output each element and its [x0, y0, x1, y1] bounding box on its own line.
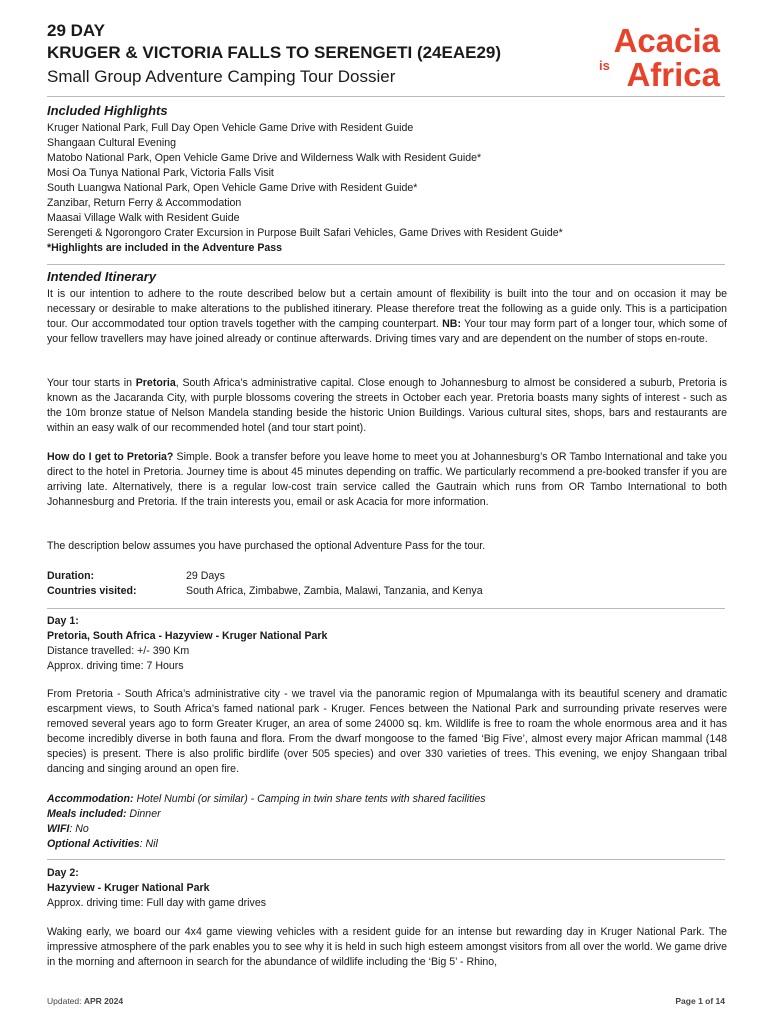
highlight-item: Zanzibar, Return Ferry & Accommodation — [47, 197, 242, 209]
tour-name-title: KRUGER & VICTORIA FALLS TO SERENGETI (24EAE29) — [47, 43, 502, 62]
tour-duration-title: 29 DAY — [47, 21, 105, 40]
updated-label: Updated: — [47, 996, 84, 1006]
day1-details — [47, 792, 727, 852]
highlight-item: Matobo National Park, Open Vehicle Game Drive and Wilderness Walk with Resident Guide* — [47, 152, 482, 164]
updated-date: APR 2024 — [83, 996, 124, 1006]
day2-description: Waking early, we board our 4x4 game viewing vehicles with a resident guide for an intense but rewarding day in Kruger National Park. The impressive atmosphere of the park enables you to see why it is held in such high esteem amongst visitors from all over the world. We game drive in the morning and afternoon in search for the abundance of wildlife including the ‘Big 5’ - Rhino, — [47, 926, 727, 968]
day2-header — [47, 866, 727, 911]
start-city: Pretoria — [135, 377, 176, 389]
meals-value: Dinner — [126, 808, 161, 820]
day2-driving-time: Approx. driving time: Full day with game drives — [47, 897, 267, 909]
wifi-value: : No — [69, 823, 89, 835]
document-subtitle: Small Group Adventure Camping Tour Dossier — [47, 67, 396, 86]
how-to-get-question: How do I get to Pretoria? — [47, 451, 174, 463]
footer-updated — [47, 994, 123, 1009]
intro-text: It is our intention to adhere to the route described below but a certain amount of flexibility is built into the tour and on occasion it may be necessary or desirable to make alterations to the published itinerary. Please therefore treat the following as a guide only. This is a participation tour. Our accommodated tour option travels together with the camping counterpart. — [47, 288, 727, 330]
tour-facts — [47, 569, 727, 599]
how-to-get-paragraph — [47, 450, 727, 510]
countries-value: South Africa, Zimbabwe, Zambia, Malawi, Tanzania, and Kenya — [186, 585, 483, 597]
optional-activities-label: Optional Activities — [47, 838, 140, 850]
intro-text-2: Your tour may form part of a longer tour, which some of your fellow travellers may have joined already or continue afterwards. Driving times vary and are dependent on the number of stops en-route. — [47, 318, 727, 345]
day1-header — [47, 614, 727, 674]
itinerary-heading: Intended Itinerary — [47, 269, 157, 284]
wifi-label: WIFI — [47, 823, 70, 835]
countries-label: Countries visited: — [47, 585, 137, 597]
highlight-item: South Luangwa National Park, Open Vehicle Game Drive with Resident Guide* — [47, 182, 418, 194]
day1-description: From Pretoria - South Africa’s administrative city - we travel via the panoramic region of Mpumalanga with its beautiful scenery and dramatic escarpment views, to South Africa’s famed national park - Kruger. Fences between the National Park and surrounding private reserves were removed several years ago to form Greater Kruger, an area of some 24000 sq. km. Wildlife is free to roam the whole enormous area and it has become incredibly diverse in both fauna and flora. From the dwarf mongoose to the famed ‘Big Five’, almost every major African mammal (148 species) is present. There is also prolific birdlife (over 505 species) and over 330 varieties of trees. This evening, we enjoy Shangaan tribal dancing and singing around an open fire. — [47, 688, 727, 775]
day2-route: Hazyview - Kruger National Park — [47, 882, 210, 894]
highlight-item: Mosi Oa Tunya National Park, Victoria Falls Visit — [47, 167, 274, 179]
itinerary-intro — [47, 287, 727, 347]
adventure-pass-note: The description below assumes you have purchased the optional Adventure Pass for the tour. — [47, 540, 486, 552]
header-divider — [47, 96, 725, 97]
how-to-get-answer: Simple. Book a transfer before you leave home to meet you at Johannesburg’s OR Tambo International and take you direct to the hotel in Pretoria. Journey time is about 45 minutes depending on traffic. We particularly recommend a pre-booked transfer if you are arriving late. Alternatively, there is a regular low-cost train service called the Gautrain which runs from OR Tambo International to both Johannesburg and Pretoria. If the train interests you, email or ask Acacia for more information. — [47, 451, 727, 508]
duration-value: 29 Days — [186, 570, 225, 582]
accommodation-value: Hotel Numbi (or similar) - Camping in twin share tents with shared facilities — [133, 793, 486, 805]
logo-word-acacia: Acacia — [613, 22, 720, 59]
day1-driving-time: Approx. driving time: 7 Hours — [47, 660, 184, 672]
page-number: Page 1 of 14 — [675, 996, 725, 1006]
section-divider — [47, 264, 725, 265]
acacia-africa-logo — [583, 22, 723, 90]
accommodation-label: Accommodation: — [47, 793, 134, 805]
highlights-list — [47, 121, 727, 256]
day-divider — [47, 608, 725, 609]
tour-start-paragraph — [47, 376, 727, 436]
day1-label: Day 1: — [47, 615, 79, 627]
document-header — [47, 20, 727, 94]
duration-label: Duration: — [47, 570, 95, 582]
day2-label: Day 2: — [47, 867, 79, 879]
highlight-item: Shangaan Cultural Evening — [47, 137, 176, 149]
logo-word-africa: Africa — [626, 56, 720, 90]
day-divider — [47, 859, 725, 860]
highlight-item: Serengeti & Ngorongoro Crater Excursion in Purpose Built Safari Vehicles, Game Drives with Resident Guide* — [47, 227, 563, 239]
day1-distance: Distance travelled: +/- 390 Km — [47, 645, 190, 657]
start-text-2: , South Africa’s administrative capital. Close enough to Johannesburg to almost be considered a suburb, Pretoria is known as the Jacaranda City, with purple blossoms covering the streets in October each year. Pretoria boasts many sights of interest - such as the 10m bronze statue of Nelson Mandela standing beside the historic Union Buildings. Various cultural sites, shops, bars and restaurants are within an easy walk of our recommended hotel (and tour start point). — [47, 377, 727, 434]
meals-label: Meals included: — [47, 808, 127, 820]
highlights-heading: Included Highlights — [47, 103, 168, 118]
highlights-note: *Highlights are included in the Adventure Pass — [47, 242, 283, 254]
day1-route: Pretoria, South Africa - Hazyview - Kruger National Park — [47, 630, 328, 642]
start-text: Your tour starts in — [47, 377, 136, 389]
logo-word-is: is — [599, 58, 610, 73]
highlight-item: Maasai Village Walk with Resident Guide — [47, 212, 240, 224]
highlight-item: Kruger National Park, Full Day Open Vehicle Game Drive with Resident Guide — [47, 122, 414, 134]
optional-activities-value: : Nil — [139, 838, 158, 850]
nb-label: NB: — [442, 318, 461, 330]
